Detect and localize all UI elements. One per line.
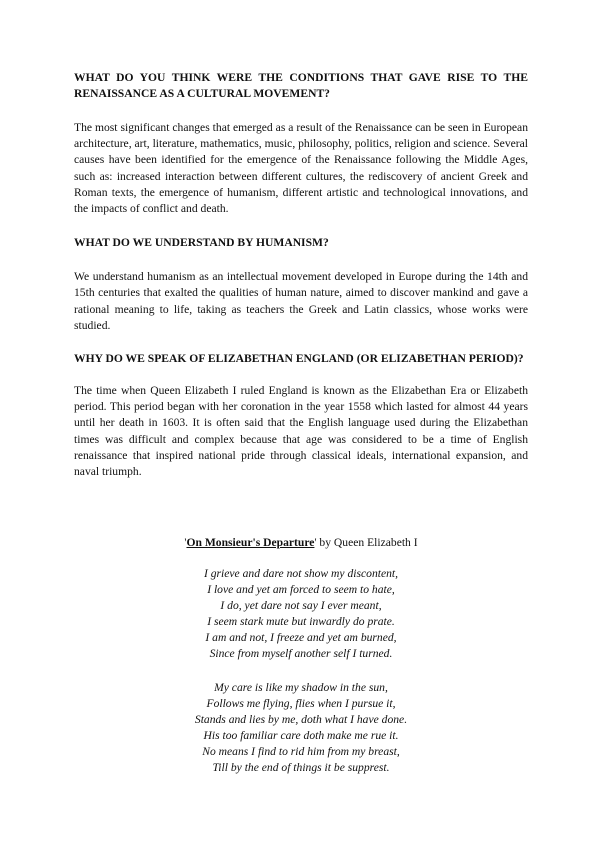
heading-renaissance-conditions: WHAT DO YOU THINK WERE THE CONDITIONS THAT GAVE RISE TO THE RENAISSANCE AS A CULTURAL MOVEMENT? — [74, 71, 528, 100]
heading-elizabethan-england: WHY DO WE SPEAK OF ELIZABETHAN ENGLAND (OR ELIZABETHAN PERIOD)? — [74, 352, 524, 366]
poem-line: No means I find to rid him from my breast, — [202, 745, 400, 759]
paragraph-renaissance-conditions: The most significant changes that emerged as a result of the Renaissance can be seen in European architecture, art, literature, mathematics, music, philosophy, politics, religion and science. Several causes have been identified for the emergence of the Renaissance following the Middle Ages, such as: increased interaction between different cultures, the rediscovery of ancient Greek and Roman texts, the emergence of humanism, different artistic and technological innovations, and the impacts of conflict and death. — [74, 121, 528, 216]
poem-line: I do, yet dare not say I ever meant, — [220, 599, 382, 613]
poem-line: Follows me flying, flies when I pursue it, — [206, 697, 396, 711]
paragraph-humanism: We understand humanism as an intellectual movement developed in Europe during the 14th and 15th centuries that exalted the qualities of human nature, aimed to discover mankind and gave a rational meaning to life, taking as teachers the Greek and Latin classics, whose works were studied. — [74, 270, 528, 332]
poem-line: I am and not, I freeze and yet am burned, — [205, 631, 397, 645]
poem-title: On Monsieur's Departure — [186, 536, 315, 549]
poem-line: Till by the end of things it be supprest. — [212, 761, 390, 775]
poem-stanza-2 — [74, 680, 528, 777]
paragraph-elizabethan-england: The time when Queen Elizabeth I ruled England is known as the Elizabethan Era or Elizabeth period. This period began with her coronation in the year 1558 which lasted for almost 44 years until her death in 1603. It is often said that the English language used during the Elizabethan times was difficult and complex because that age was considered to be a time of English renaissance that inspired national pride through classical ideals, international expansion, and naval triumph. — [74, 384, 528, 479]
poem-stanza-1 — [74, 566, 528, 663]
poem-title-line — [74, 535, 528, 551]
poem-byline: by Queen Elizabeth I — [316, 536, 418, 549]
poem-line: His too familiar care doth make me rue it. — [203, 729, 399, 743]
poem-quote-close: ' — [314, 536, 317, 549]
poem-line: I seem stark mute but inwardly do prate. — [207, 615, 395, 629]
poem-line: My care is like my shadow in the sun, — [214, 681, 388, 694]
poem-quote-open: ' — [184, 536, 187, 549]
heading-humanism: WHAT DO WE UNDERSTAND BY HUMANISM? — [74, 236, 329, 250]
document-body — [74, 70, 528, 480]
poem-line: Since from myself another self I turned. — [209, 647, 393, 661]
poem-line: I grieve and dare not show my discontent, — [203, 567, 399, 580]
poem-line: Stands and lies by me, doth what I have done. — [194, 713, 408, 727]
poem-line: I love and yet am forced to seem to hate, — [207, 583, 395, 597]
